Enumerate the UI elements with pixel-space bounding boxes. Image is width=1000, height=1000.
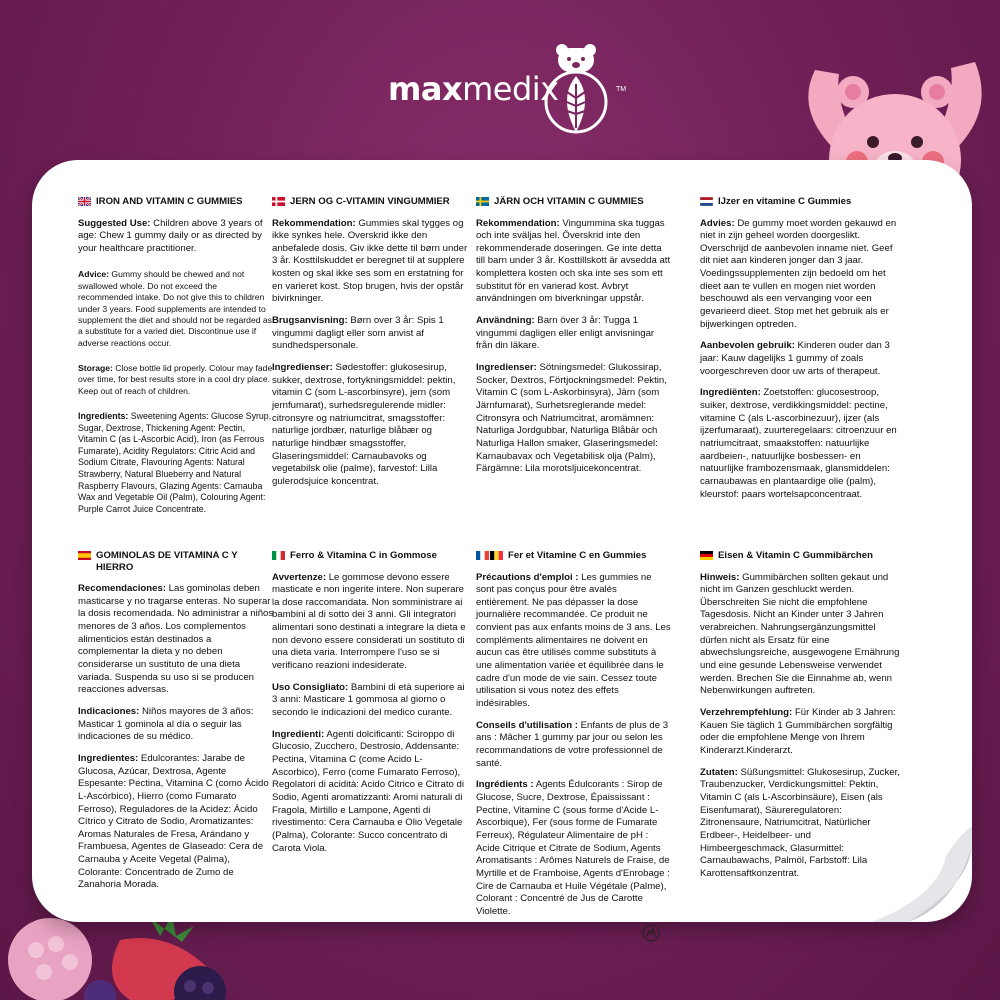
- brand-wordmark: [388, 70, 559, 108]
- paragraph: [272, 682, 468, 720]
- paragraph: [78, 411, 274, 515]
- brand-bear-leaf-logo-icon: [540, 40, 612, 136]
- section-title: [78, 196, 274, 208]
- section-title: [700, 550, 900, 562]
- flag-france-icon: [476, 551, 489, 560]
- paragraph-label: Ingredientes:: [78, 752, 139, 764]
- section-title-text: GOMINOLAS DE VITAMINA C Y HIERRO: [96, 550, 238, 573]
- paragraph-text: Agents Édulcorants : Sirop de Glucose, Sucre, Dextrose, Épaississant : Pectine, Vitamine C (sous forme d'Acide L-Ascorbique), Fer (sous forme de Fumarate Ferreux), Régulateur Alimentaire de pH : Acide Citrique et Citrate de Sodium, Agents Aromatisants : Arômes Naturels de Fraise, de Myrtille et de Framboise, Agents d'Enrobage : Cire de Carnauba et Huile Végétale (Palme), Colorant : Concentré de Jus de Carotte Violette.: [476, 779, 670, 917]
- section-title-text: Fer et Vitamine C en Gummies: [508, 550, 647, 561]
- paragraph: [700, 767, 900, 881]
- paragraph-text: Gummibärchen sollten gekaut und nicht im Ganzen geschluckt werden. Überschreiten Sie nicht die empfohlene Tagesdosis. Nicht an Kinder unter 3 Jahren verabreichen. Nahrungsergänzungsmittel dürfen nicht als Ersatz für eine abwechslungsreiche, ausgewogene Ernährung und eine gesunde Lebensweise verwendet werden. Brechen Sie die Einnahme ab, wenn Nebenwirkungen auftreten.: [700, 571, 900, 697]
- paragraph-label: Zutaten:: [700, 766, 738, 778]
- section-title: [78, 550, 274, 573]
- paragraph-text: Close bottle lid properly. Colour may fade over time, for best results store in a cool dry place. Keep out of reach of children.: [78, 362, 273, 396]
- paragraph: [272, 362, 468, 489]
- paragraph: [78, 583, 274, 697]
- paragraph-text: Gummy should be chewed and not swallowed whole. Do not exceed the recommended intake. Do not give this to children under 3 years. Food supplements are intended to supplement the diet and should not be regarded as a substitute for a varied diet. Discontinue use if adverse reactions occur.: [78, 269, 272, 348]
- paragraph-text: Le gommose devono essere masticate e non ingerite intere. Non superare la dose raccomandata. Non somministrare ai bambini al di sotto dei 3 anni. Gli integratori alimentari sono destinati a integrare la dieta e non devono essere considerati un sostituto di una dieta varia. Interrompere l'uso se si verificano reazioni indesiderate.: [272, 571, 466, 672]
- section-es: [78, 550, 274, 901]
- paragraph: [700, 218, 900, 332]
- paragraph-text: Vingummina ska tuggas och inte sväljas hel. Överskrid inte den rekommenderade doseringen. Ge inte detta till barn under 3 år. Kosttillskott är avsedda att komplettera kosten och ska inte ses som ett substitut för en varierad kost. Avbryt användningen om biverkningar uppstår.: [476, 217, 671, 305]
- paragraph: [700, 572, 900, 699]
- paragraph-label: Ingredienser:: [272, 362, 333, 374]
- flag-italy-icon: [272, 551, 285, 560]
- paragraph-label: Ingrédients :: [476, 779, 534, 791]
- section-title: [476, 550, 672, 562]
- paragraph-text: Süßungsmittel: Glukosesirup, Zucker, Traubenzucker, Verdickungsmittel: Pektin, Vitamin C (als L-Ascorbinsäure), Eisen (als Eisenfumarat), Säureregulatoren: Zitronensaure, Natriumcitrat, Natürlicher Erdbeer-, Heidelbeer- und Himbeergeschmack, Glasurmittel: Carnaubawachs, Palmöl, Farbstoff: Lila Karottensaftkonzentrat.: [700, 766, 900, 879]
- section-title-text: IJzer en vitamine C Gummies: [718, 196, 852, 207]
- paragraph: [476, 362, 672, 476]
- paragraph: [476, 779, 672, 918]
- section-title: [272, 550, 468, 562]
- paragraph-label: Ingredienti:: [272, 728, 325, 740]
- paragraph-text: Enfants de plus de 3 ans : Mâcher 1 gummy par jour ou selon les recommandations de votre professionnel de santé.: [476, 719, 669, 769]
- paragraph-text: Gummies skal tygges og ikke synkes hele. Overskrid ikke den anbefalede dosis. Giv ikke dette til børn under 3 år. Kosttilskuddet er beregnet til at supplere kosten og skal ikke ses som en erstatning for en varieret kost. Stop brugen, hvis der opstår bivirkninger.: [272, 217, 468, 305]
- paragraph-text: Kinderen ouder dan 3 jaar: Kauw dagelijks 1 gummy of zoals voorgeschreven door uw arts of therapeut.: [700, 340, 890, 377]
- paragraph-text: Für Kinder ab 3 Jahren: Kauen Sie täglich 1 Gummibärchen sorgfältig oder die empfohlene Menge von Ihrem Kinderarzt.Kinderarzt.: [700, 707, 896, 757]
- paragraph-text: Sødestoffer: glukosesirup, sukker, dextrose, fortykningsmiddel: pektin, vitamin C (som L-ascorbinsyre), jern (som jernfumarat), surhedsregulerende midler: citronsyre og natriumcitrat, smagsstoffer: naturlige jordbær, naturlige blåbær og naturlige hindbær smagsstoffer, Glaseringsmiddel: Carnaubavoks og vegetabilsk olie (palme), farvestof: Lilla gulerodsjuice koncentrat.: [272, 362, 456, 487]
- paragraph-text: Agenti dolcificanti: Sciroppo di Glucosio, Zucchero, Destrosio, Addensante: Pectina, Vitamina C (come Acido L-Ascorbico), Ferro (come Fumarato Ferroso), Regolatori di acidità: Acido Citrico e Citrato di Sodio, Agenti aromatizzanti: Aromi naturali di Fragola, Mirtillo e Lampone, Agenti di rivestimento: Cera Carnauba e Olio Vegetale (Palma), Colorante: Succo concentrato di Carota Viola.: [272, 728, 464, 854]
- paragraph-text: Las gominolas deben masticarse y no tragarse enteras. No superar la dosis recomendada. No administrar a niños menores de 3 años. Los complementos alimenticios están destinados a complementar la dieta y no deben considerarse un sustituto de una dieta variada. Suspenda su uso si se producen reacciones adversas.: [78, 583, 274, 696]
- paragraph: [700, 707, 900, 758]
- section-da: [272, 196, 468, 498]
- paragraph: [476, 218, 672, 307]
- section-title-text: Eisen & Vitamin C Gummibärchen: [718, 550, 873, 561]
- paragraph-text: Børn over 3 år: Spis 1 vingummi dagligt eller som anvist af sundhedspersonale.: [272, 315, 444, 352]
- paragraph: [476, 315, 672, 353]
- paragraph-label: Storage:: [78, 362, 113, 373]
- paragraph-label: Advice:: [78, 269, 110, 280]
- paragraph: [78, 218, 274, 256]
- paragraph: [476, 572, 672, 711]
- flag-sweden-icon: [476, 197, 489, 206]
- paragraph: [78, 706, 274, 744]
- paragraph-label: Précautions d'emploi :: [476, 571, 579, 583]
- paragraph: [78, 363, 274, 397]
- paragraph-label: Användning:: [476, 315, 535, 327]
- paragraph-text: Barn över 3 år: Tugga 1 vingummi dagligen eller enligt anvisningar från din läkare.: [476, 315, 655, 352]
- brand-name-light: medix: [462, 70, 559, 108]
- section-title: [476, 196, 672, 208]
- paragraph: [78, 753, 274, 892]
- paragraph-label: Suggested Use:: [78, 217, 151, 229]
- section-nl: [700, 196, 900, 510]
- paragraph-label: Aanbevolen gebruik:: [700, 340, 795, 352]
- paragraph: [78, 269, 274, 348]
- flag-germany-icon: [700, 551, 713, 560]
- section-title-text: JERN OG C-VITAMIN VINGUMMIER: [290, 196, 450, 207]
- paragraph: [700, 340, 900, 378]
- paragraph-text: Edulcorantes: Jarabe de Glucosa, Azúcar, Dextrosa, Agente Espesante: Pectina, Vitamina C (como Ácido L-Ascórbico), Hierro (como Fumarato Ferroso), Reguladores de la Acidez: Ácido Cítrico y Citrato de Sodio, Aromatizantes: Aromas Naturales de Fresa, Arándano y Frambuesa, Agentes de Glaseado: Cera de Carnauba y Aceite Vegetal (Palma), Colorante: Concentrado de Zumo de Zanahoria Morada.: [78, 752, 269, 891]
- paragraph-text: Zoetstoffen: glucosestroop, suiker, dextrose, verdikkingsmiddel: pectine, vitamine C (als L-ascorbinezuur), ijzer (als ijzerfumaraat), zuurteregelaars: citroenzuur en natriumcitraat, smaakstoffen: natuurlijke aardbeien-, natuurlijke bosbessen- en natuurlijke frambozensmaak, glansmiddelen: carnaubawas en plantaardige olie (palm), kleurstof: paars wortelsapconcentraat.: [700, 387, 897, 500]
- paragraph-label: Recomendaciones:: [78, 583, 166, 594]
- section-de: [700, 550, 900, 890]
- paragraph-label: Brugsanvisning:: [272, 315, 348, 327]
- paragraph-label: Ingrediënten:: [700, 387, 761, 399]
- paragraph-label: Ingredienser:: [476, 362, 537, 374]
- section-fr: [476, 550, 672, 946]
- section-title-text: IRON AND VITAMIN C GUMMIES: [96, 196, 243, 207]
- paragraph-text: Bambini di età superiore ai 3 anni: Masticare 1 gommosa al giorno o secondo le indicazioni del medico curante.: [272, 681, 465, 719]
- paragraph: [272, 572, 468, 673]
- triman-recycling-icon: [642, 924, 660, 942]
- paragraph-text: Sweetening Agents: Glucose Syrup, Sugar, Dextrose, Thickening Agent: Pectin, Vitamin C (as L-Ascorbic Acid), Iron (as Ferrous Fumarate), Acidity Regulators: Citric Acid and Sodium Citrate, Flavouring Agents: Natural Strawberry, Natural Blueberry and Natural Raspberry Flavours, Glazing Agents: Carnauba Wax and Vegetable Oil (Palm), Colouring Agent: Purple Carrot Juice Concentrate.: [78, 410, 272, 514]
- paragraph: [700, 387, 900, 501]
- paragraph: [272, 729, 468, 856]
- section-title: [272, 196, 468, 208]
- paragraph-text: Children above 3 years of age: Chew 1 gummy daily or as directed by your healthcare practitioner.: [78, 217, 263, 254]
- flag-belgium-icon: [490, 551, 503, 560]
- section-sv: [476, 196, 672, 485]
- paragraph-text: Sötningsmedel: Glukossirap, Socker, Dextros, Förtjockningsmedel: Pektin, Vitamin C (som L-Askorbinsyra), Järn (som Järnfumarat), Surhetsreglerande medel: Citronsyra och Natriumcitrat, aromämnen: Naturliga Jordgubbar, Naturliga Blåbär och Naturliga Hallon smaker, Glaseringsmedel: Karnaubavax och Vegetabilisk olja (Palm), Färgämne: Lila morotsljuicekoncentrat.: [476, 362, 667, 475]
- section-title: [700, 196, 900, 208]
- paragraph-label: Avvertenze:: [272, 571, 327, 583]
- paragraph-text: Les gummies ne sont pas conçus pour être avalés entièrement. Ne pas dépasser la dose journalière recommandée. Ce produit ne convient pas aux enfants moins de 3 ans. Les compléments alimentaires ne doivent en aucun cas être utilisés comme substituts à une alimentation variée et équilibrée dans le cadre d'un mode de vie sain. Cessez toute utilisation si vous notez des effets indésirables.: [476, 571, 671, 710]
- paragraph-label: Rekommendation:: [476, 217, 560, 229]
- paragraph-label: Uso Consigliato:: [272, 681, 349, 693]
- flag-denmark-icon: [272, 197, 285, 206]
- paragraph: [272, 218, 468, 307]
- flag-netherlands-icon: [700, 197, 713, 206]
- paragraph-label: Indicaciones:: [78, 705, 140, 717]
- paragraph-label: Advies:: [700, 217, 735, 229]
- paragraph: [272, 315, 468, 353]
- flag-uk-icon: [78, 197, 91, 206]
- flag-spain-icon: [78, 551, 91, 560]
- paragraph-label: Rekommendation:: [272, 217, 356, 229]
- paragraph-text: Niños mayores de 3 años: Masticar 1 gominola al día o seguir las indicaciones de su médico.: [78, 705, 254, 743]
- paragraph-label: Hinweis:: [700, 571, 740, 583]
- section-title-text: Ferro & Vitamina C in Gommose: [290, 550, 437, 561]
- paragraph-label: Verzehrempfehlung:: [700, 707, 793, 719]
- trademark-mark: TM: [616, 86, 627, 93]
- section-it: [272, 550, 468, 864]
- paragraph-label: Ingredients:: [78, 410, 129, 421]
- paragraph-text: De gummy moet worden gekauwd en niet in zijn geheel worden doorgeslikt. Overschrijd de aanbevolen inname niet. Geef dit niet aan kinderen jonger dan 3 jaar. Voedingssupplementen zijn bedoeld om het dieet aan te vullen en mogen niet worden beschouwd als een vervanging voor een gevarieerd dieet. Stop met het gebruik als er bijwerkingen optreden.: [700, 217, 897, 330]
- brand-name-bold: max: [388, 70, 463, 108]
- section-title-text: JÄRN OCH VITAMIN C GUMMIES: [494, 196, 644, 207]
- section-en: [78, 196, 274, 524]
- paragraph: [476, 720, 672, 771]
- paragraph-label: Conseils d'utilisation :: [476, 719, 578, 731]
